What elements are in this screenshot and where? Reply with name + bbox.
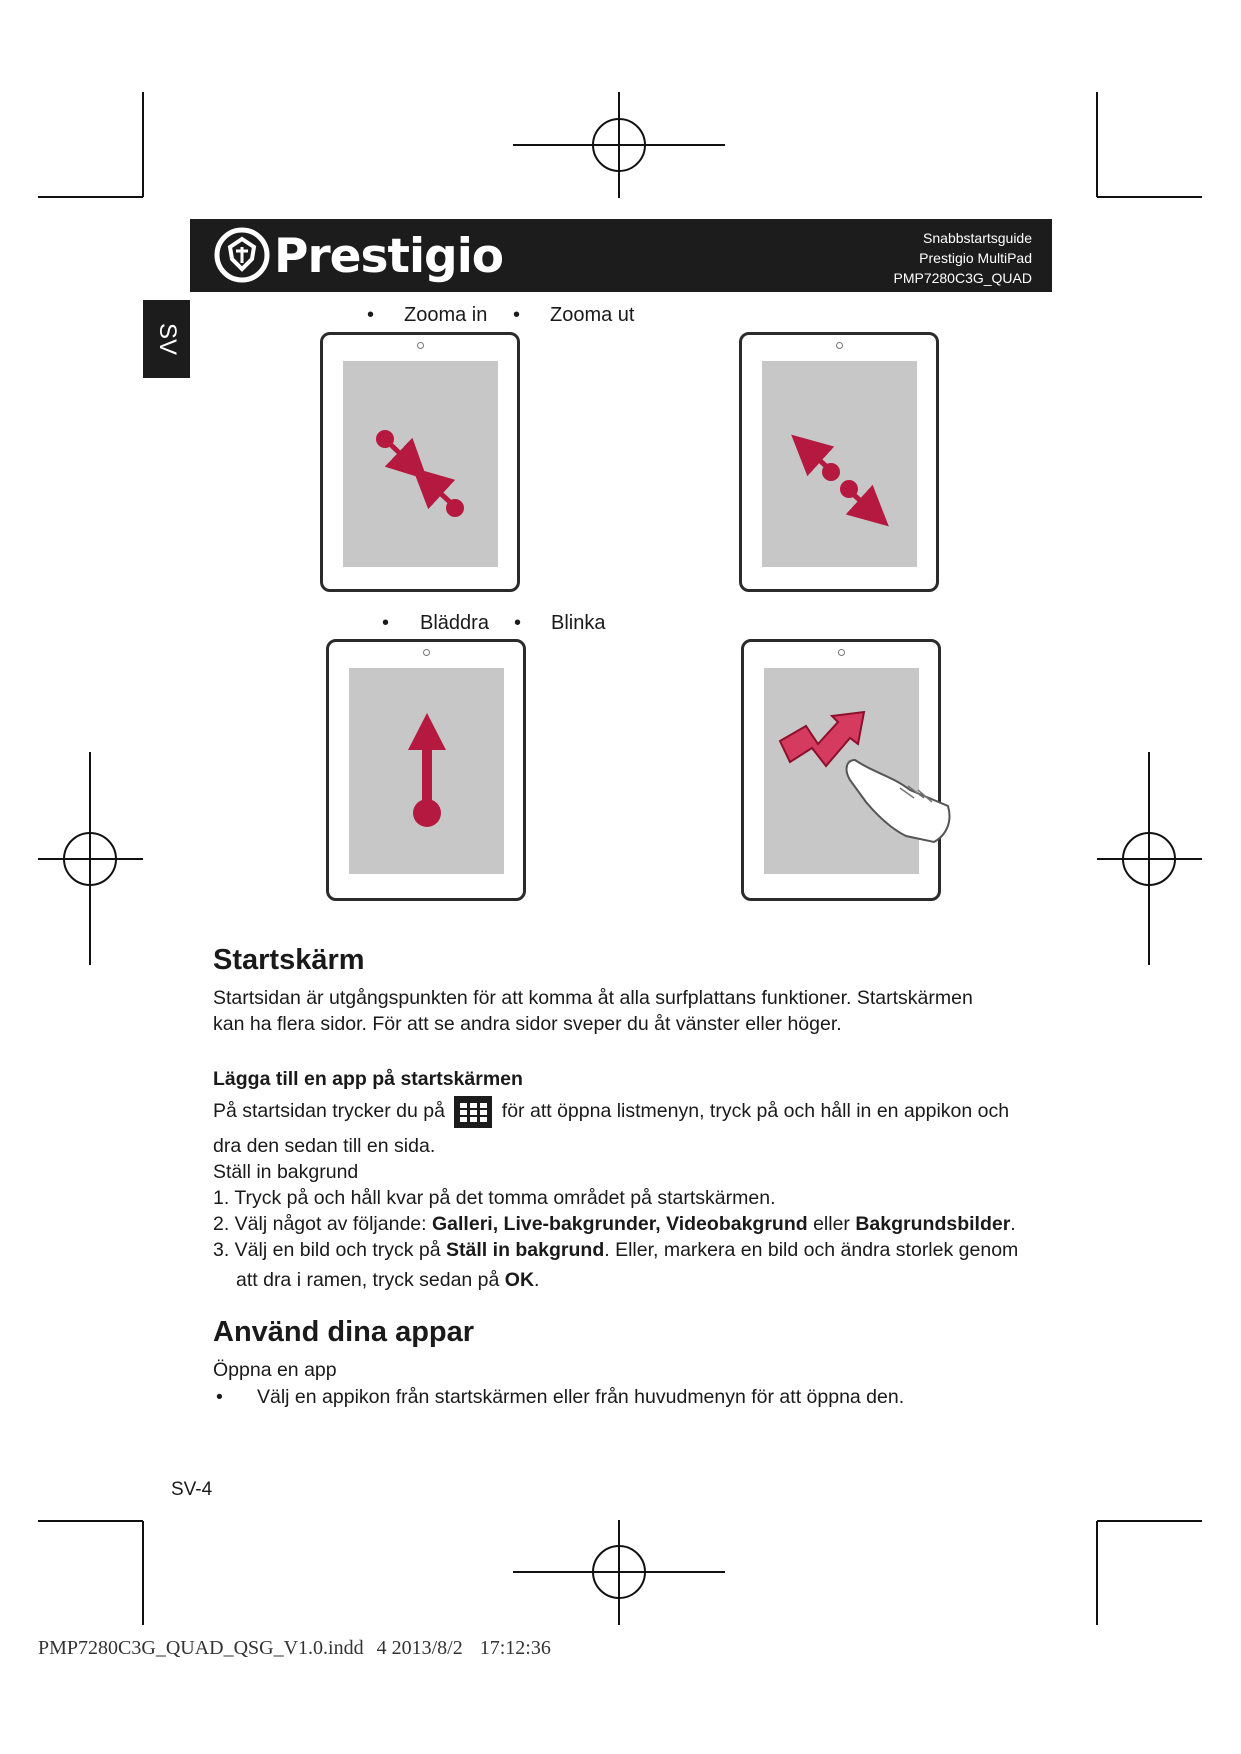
language-code: SV bbox=[153, 322, 181, 356]
header-model: PMP7280C3G_QUAD bbox=[893, 270, 1032, 286]
caption-flick: Blinka bbox=[551, 612, 606, 634]
bullet: • bbox=[367, 304, 375, 326]
open-app-instruction: Välj en appikon från startskärmen eller från huvudmenyn för att öppna den. bbox=[257, 1386, 905, 1408]
add-app-text-a: På startsidan trycker du på bbox=[213, 1100, 445, 1122]
wallpaper-step-2 bbox=[213, 1211, 1016, 1237]
step2-options: Galleri, Live-bakgrunder, Videobakgrund bbox=[432, 1213, 808, 1235]
brand-name: Prestigio bbox=[274, 229, 504, 284]
caption-zoom-in: Zooma in bbox=[404, 304, 488, 326]
wallpaper-step-1: 1. Tryck på och håll kvar på det tomma området på startskärmen. bbox=[213, 1187, 776, 1209]
section-title-home: Startskärm bbox=[213, 944, 365, 976]
caption-scroll: Bläddra bbox=[420, 612, 489, 634]
add-app-line2: dra den sedan till en sida. bbox=[213, 1135, 436, 1157]
footer-page: 4 bbox=[376, 1637, 387, 1659]
footer-date: 2013/8/2 bbox=[391, 1637, 463, 1659]
scroll-gesture bbox=[408, 713, 446, 827]
subheading-wallpaper: Ställ in bakgrund bbox=[213, 1161, 359, 1183]
step2-last-option: Bakgrundsbilder bbox=[855, 1213, 1011, 1235]
page-number: SV-4 bbox=[171, 1479, 213, 1500]
home-paragraph-line1: Startsidan är utgångspunkten för att komma åt alla surfplattans funktioner. Startskärmen bbox=[213, 987, 973, 1009]
step3-text: 3. Välj en bild och tryck på bbox=[213, 1239, 447, 1261]
step3-set-wallpaper: Ställ in bakgrund bbox=[446, 1239, 605, 1261]
home-paragraph-line2: kan ha flera sidor. För att se andra sidor sveper du åt vänster eller höger. bbox=[213, 1013, 842, 1035]
step2-text: 2. Välj något av följande: bbox=[213, 1213, 432, 1235]
header-product: Prestigio MultiPad bbox=[919, 250, 1032, 266]
step3-text-3: att dra i ramen, tryck sedan på bbox=[236, 1269, 505, 1291]
open-app-heading: Öppna en app bbox=[213, 1359, 337, 1381]
footer-time: 17:12:36 bbox=[479, 1637, 551, 1659]
bullet: • bbox=[382, 612, 390, 634]
header-guide: Snabbstartsguide bbox=[923, 230, 1032, 246]
step3-ok: OK bbox=[504, 1269, 535, 1291]
bullet: • bbox=[514, 612, 522, 634]
zoom-out-gesture bbox=[806, 448, 874, 513]
add-app-text-b: för att öppna listmenyn, tryck på och håll in en appikon och bbox=[501, 1100, 1010, 1122]
flick-gesture bbox=[780, 712, 949, 842]
bullet: • bbox=[216, 1386, 223, 1408]
wallpaper-step-3-cont bbox=[236, 1267, 539, 1293]
add-app-line1 bbox=[213, 1093, 1009, 1129]
wallpaper-step-3 bbox=[213, 1237, 1018, 1263]
section-title-apps: Använd dina appar bbox=[213, 1316, 475, 1348]
step3-period: . bbox=[534, 1269, 540, 1291]
app-grid-icon bbox=[454, 1096, 492, 1128]
zoom-in-gesture bbox=[376, 430, 464, 517]
bullet: • bbox=[513, 304, 521, 326]
caption-zoom-out: Zooma ut bbox=[550, 304, 635, 326]
step3-text-2: . Eller, markera en bild och ändra storlek genom bbox=[604, 1239, 1019, 1261]
print-footer bbox=[38, 1637, 551, 1660]
step2-or: eller bbox=[807, 1213, 856, 1235]
step2-period: . bbox=[1010, 1213, 1016, 1235]
subheading-add-app: Lägga till en app på startskärmen bbox=[213, 1068, 523, 1090]
footer-file: PMP7280C3G_QUAD_QSG_V1.0.indd bbox=[38, 1637, 364, 1659]
